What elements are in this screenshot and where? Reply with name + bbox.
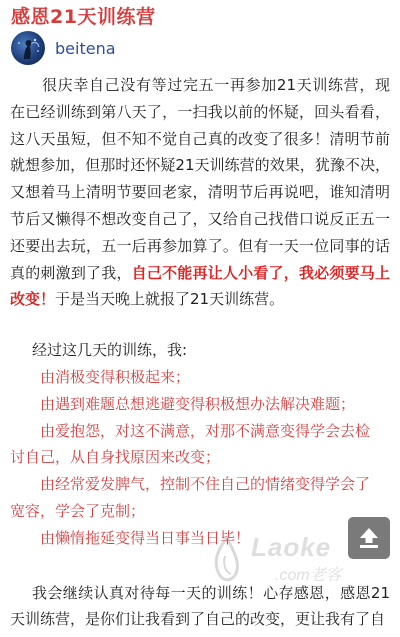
arrow-up-to-top-icon bbox=[356, 525, 382, 551]
text-line: 很庆幸自己没有等过完五一再参加21天训练营，现在 bbox=[10, 76, 390, 121]
watermark-brand: Laoke bbox=[251, 532, 332, 562]
text-line: 反正五一还要出去玩，五一后再参加算了。但有一天一 bbox=[10, 209, 390, 255]
watermark-sub: .com老客 bbox=[275, 567, 342, 584]
list-item: 由经常爱发脾气，控制不住自己的情绪变得学会了 bbox=[40, 475, 371, 494]
text-line: 已经训练到第八天了，一扫我以前的怀疑，回头看看， bbox=[25, 102, 390, 121]
intro-paragraph bbox=[10, 72, 390, 313]
list-item-continued: 宽容，学会了克制； bbox=[10, 501, 146, 520]
author-name[interactable]: beitena bbox=[55, 38, 116, 58]
text-line: 位同事的话真的刺激到了我， bbox=[10, 236, 390, 282]
text-line: 知清明节后又懒得不想改变自己了，又给自己找借口说 bbox=[10, 183, 390, 228]
text-line: 决，又想着马上清明节要回老家，清明节后再说吧，谁 bbox=[10, 156, 390, 202]
text-line: 前就想参加，但那时还怀疑21天训练营的效果，犹豫不 bbox=[10, 129, 390, 175]
author-row[interactable] bbox=[11, 30, 116, 66]
closing-paragraph bbox=[10, 580, 390, 634]
list-heading: 经过这几天的训练，我: bbox=[32, 341, 188, 360]
text-line: 我会继续认真对待每一天的训练！心存感恩，感恩21 bbox=[32, 583, 390, 602]
highlight-text: 我必须要马上改变！ bbox=[10, 263, 390, 309]
highlight-text: 自己不能再让人小看了， bbox=[131, 263, 299, 282]
list-item: 由爱抱怨，对这不满意，对那不满意变得学会去检 bbox=[40, 421, 371, 440]
text-line: 天训练营，是你们让我看到了自己的改变，更让我有了自 bbox=[10, 610, 386, 629]
text-line: 这八天虽短，但不知不觉自己真的改变了很多！清明节 bbox=[10, 129, 375, 148]
text-line: 于是当天晚上就报了21天训练营。 bbox=[55, 290, 285, 309]
article-body bbox=[10, 72, 390, 633]
avatar[interactable] bbox=[11, 31, 45, 65]
list-item: 由遇到难题总想逃避变得积极想办法解决难题； bbox=[40, 394, 356, 413]
list-item: 由消极变得积极起来； bbox=[40, 367, 191, 386]
list-item-continued: 讨自己，从自身找原因来改变； bbox=[10, 448, 221, 467]
list-item: 由懒惰拖延变得当日事当日毕！ bbox=[40, 528, 251, 547]
page-title: 感恩21天训练营 bbox=[11, 6, 156, 28]
scroll-to-top-button[interactable] bbox=[348, 517, 390, 559]
